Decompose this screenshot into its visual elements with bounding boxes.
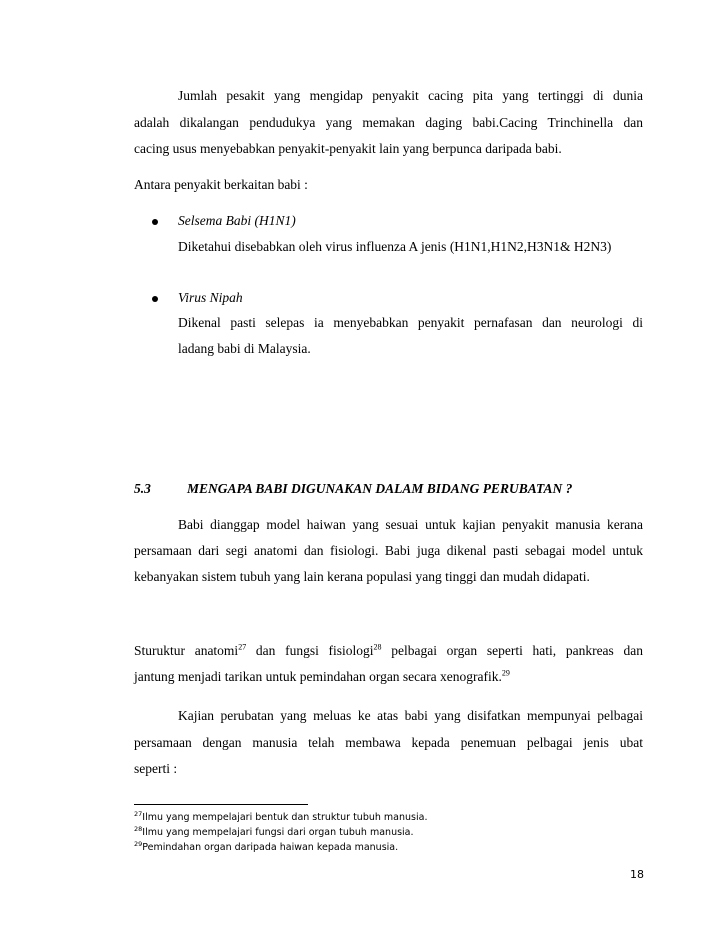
- footnote-27: [134, 809, 428, 824]
- footnote-28: [134, 824, 414, 839]
- footnote-ref-28: 28: [373, 642, 382, 652]
- bullet-2-line-1: Dikenal pasti selepas ia menyebabkan penyakit pernafasan dan neurologi di: [178, 315, 643, 330]
- text-segment: dan fungsi fisiologi: [246, 643, 374, 658]
- bullet-icon: [152, 296, 158, 302]
- paragraph-5-line-3: seperti :: [134, 761, 178, 776]
- paragraph-4-line-2: [134, 668, 643, 685]
- footnote-number: 28: [134, 824, 143, 833]
- paragraph-5-line-1: Kajian perubatan yang meluas ke atas babi yang disifatkan mempunyai pelbagai: [178, 708, 643, 723]
- footnote-ref-27: 27: [238, 642, 247, 652]
- footnote-ref-29: 29: [501, 668, 510, 678]
- footnote-number: 29: [134, 839, 143, 848]
- paragraph-4-line-1: [134, 642, 643, 659]
- footnote-text: Pemindahan organ daripada haiwan kepada manusia.: [142, 842, 399, 853]
- text-segment: pelbagai organ seperti hati, pankreas dan: [381, 643, 643, 658]
- text-segment: Sturuktur anatomi: [134, 643, 239, 658]
- paragraph-3-line-2: persamaan dari segi anatomi dan fisiologi. Babi juga dikenal pasti sebagai model untuk: [134, 543, 643, 558]
- footnote-text: Ilmu yang mempelajari fungsi dari organ tubuh manusia.: [142, 827, 414, 838]
- paragraph-1-line-3: cacing usus menyebabkan penyakit-penyakit lain yang berpunca daripada babi.: [134, 141, 562, 156]
- paragraph-5-line-2: persamaan dengan manusia telah membawa kepada penemuan pelbagai jenis ubat: [134, 735, 643, 750]
- section-number: 5.3: [134, 481, 151, 496]
- footnote-divider: [134, 804, 308, 805]
- paragraph-3-line-3: kebanyakan sistem tubuh yang lain kerana populasi yang tinggi dan mudah didapati.: [134, 569, 590, 584]
- bullet-2-line-2: ladang babi di Malaysia.: [178, 341, 311, 356]
- bullet-2-title: Virus Nipah: [178, 290, 243, 305]
- footnote-29: [134, 839, 399, 854]
- paragraph-3-line-1: Babi dianggap model haiwan yang sesuai untuk kajian penyakit manusia kerana: [178, 517, 643, 532]
- bullet-1-title: Selsema Babi (H1N1): [178, 213, 296, 228]
- bullet-icon: [152, 219, 158, 225]
- footnote-text: Ilmu yang mempelajari bentuk dan struktur tubuh manusia.: [142, 812, 428, 823]
- bullet-1-line-1: Diketahui disebabkan oleh virus influenza A jenis (H1N1,H1N2,H3N1& H2N3): [178, 239, 612, 254]
- section-title: MENGAPA BABI DIGUNAKAN DALAM BIDANG PERUBATAN ?: [187, 481, 573, 496]
- footnote-number: 27: [134, 809, 143, 818]
- paragraph-1-line-1: Jumlah pesakit yang mengidap penyakit cacing pita yang tertinggi di dunia: [178, 88, 643, 103]
- page-number: 18: [630, 868, 644, 881]
- paragraph-2: Antara penyakit berkaitan babi :: [134, 177, 308, 192]
- paragraph-1-line-2: adalah dikalangan pendudukya yang memakan daging babi.Cacing Trinchinella dan: [134, 115, 643, 130]
- text-segment: jantung menjadi tarikan untuk pemindahan organ secara xenografik.: [134, 669, 502, 684]
